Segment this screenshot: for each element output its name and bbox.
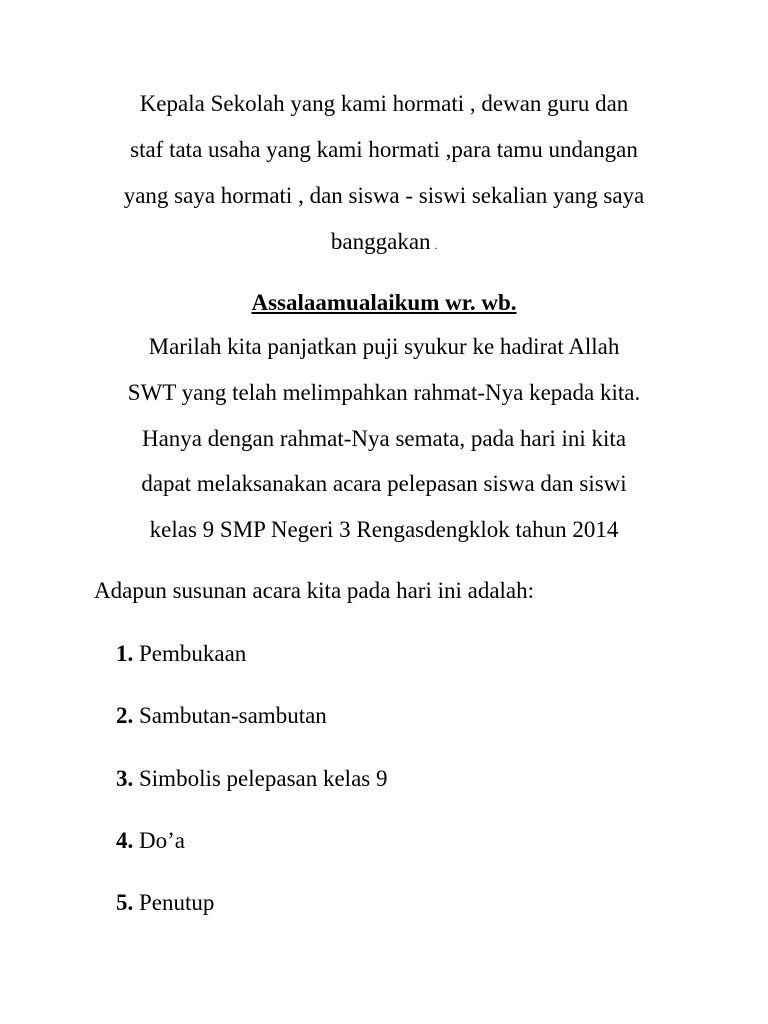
body-line-4: dapat melaksanakan acara pelepasan siswa dan siswi: [141, 471, 627, 496]
body-line-3: Hanya dengan rahmat-Nya semata, pada hari ini kita: [141, 426, 627, 451]
agenda-item: [116, 639, 246, 669]
body-line-2: SWT yang telah melimpahkan rahmat-Nya kepada kita.: [127, 380, 641, 405]
agenda-item-number: 2.: [116, 703, 134, 728]
agenda-item: [116, 764, 388, 794]
agenda-item-label: Penutup: [139, 890, 215, 915]
agenda-item-number: 5.: [116, 890, 134, 915]
agenda-item-label: Do’a: [139, 828, 185, 853]
agenda-item-label: Pembukaan: [139, 641, 247, 666]
agenda-item: [116, 826, 185, 856]
agenda-item: [116, 701, 327, 731]
agenda-item-number: 4.: [116, 828, 134, 853]
opening-line-4-text: banggakan: [330, 229, 431, 254]
opening-line-3: yang saya hormati , dan siswa - siswi sekalian yang saya: [123, 183, 645, 208]
body-line-5: kelas 9 SMP Negeri 3 Rengasdengklok tahun 2014: [149, 517, 619, 542]
agenda-item-label: Simbolis pelepasan kelas 9: [139, 766, 388, 791]
agenda-item-label: Sambutan-sambutan: [139, 703, 327, 728]
agenda-item-number: 1.: [116, 641, 134, 666]
opening-line-4: [0, 227, 768, 262]
opening-trailing-dot: .: [434, 241, 438, 252]
agenda-intro: Adapun susunan acara kita pada hari ini adalah:: [94, 578, 535, 603]
agenda-item: [116, 888, 214, 918]
greeting-heading: Assalaamualaikum wr. wb.: [251, 290, 517, 315]
opening-line-1: Kepala Sekolah yang kami hormati , dewan guru dan: [139, 91, 629, 116]
opening-line-2: staf tata usaha yang kami hormati ,para tamu undangan: [130, 137, 638, 162]
body-line-1: Marilah kita panjatkan puji syukur ke hadirat Allah: [148, 334, 620, 359]
agenda-item-number: 3.: [116, 766, 134, 791]
